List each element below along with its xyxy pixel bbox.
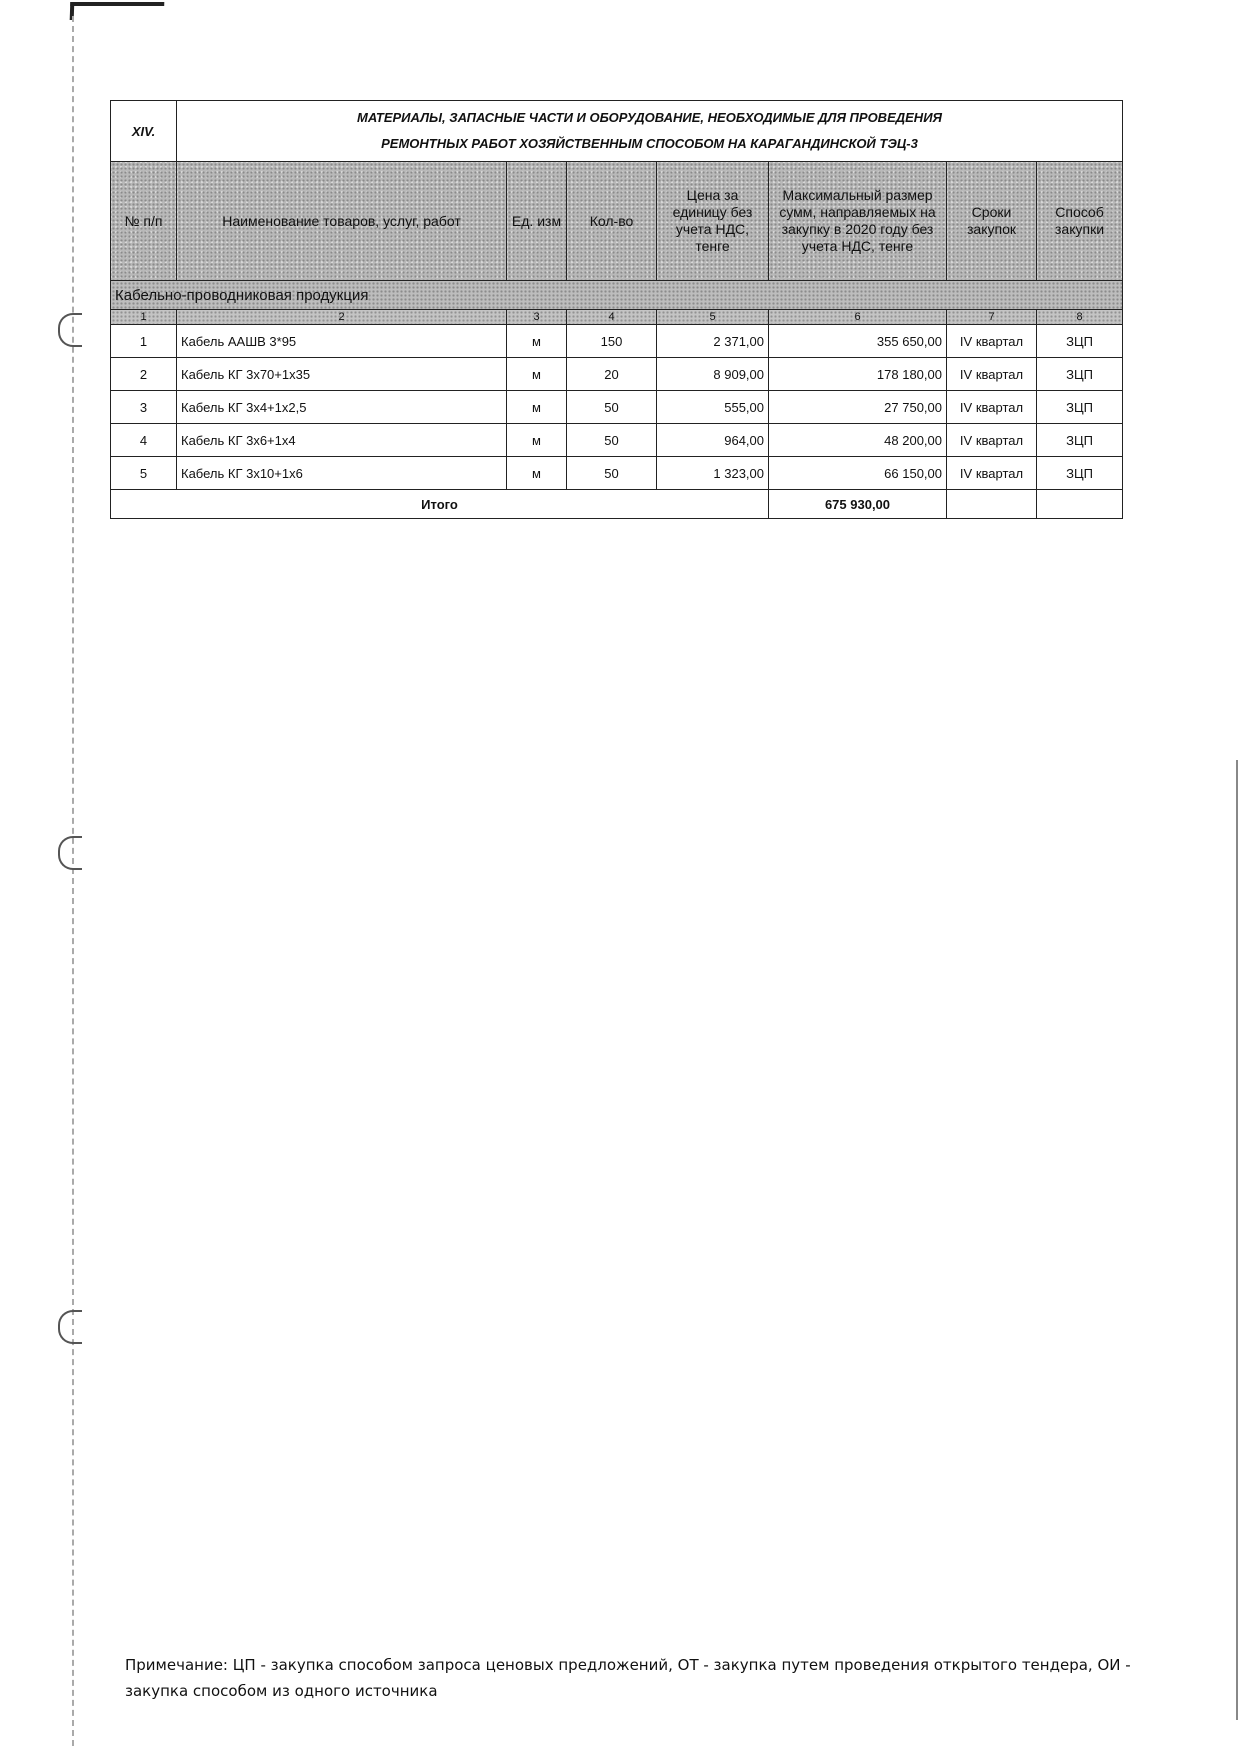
table-title-line: МАТЕРИАЛЫ, ЗАПАСНЫЕ ЧАСТИ И ОБОРУДОВАНИЕ, НЕОБХОДИМЫЕ ДЛЯ ПРОВЕДЕНИЯ bbox=[356, 110, 943, 125]
cell-period: IV квартал bbox=[947, 325, 1037, 358]
cell-method: ЗЦП bbox=[1037, 457, 1123, 490]
cell-price: 555,00 bbox=[657, 391, 769, 424]
section-label: Кабельно-проводниковая продукция bbox=[111, 281, 1123, 310]
cell-price: 1 323,00 bbox=[657, 457, 769, 490]
cell-qty: 50 bbox=[567, 457, 657, 490]
punch-hole bbox=[58, 1310, 82, 1344]
cell-num: 2 bbox=[111, 358, 177, 391]
cell-qty: 50 bbox=[567, 391, 657, 424]
cell-unit: м bbox=[507, 457, 567, 490]
header-max-sum: Максимальный размер сумм, направляемых на закупку в 2020 году без учета НДС, тенге bbox=[769, 162, 947, 281]
cell-name: Кабель КГ 3х70+1х35 bbox=[177, 358, 507, 391]
cell-sum: 27 750,00 bbox=[769, 391, 947, 424]
cell-method: ЗЦП bbox=[1037, 424, 1123, 457]
table-title-row bbox=[111, 101, 1123, 162]
column-number: 4 bbox=[567, 310, 657, 325]
cell-period: IV квартал bbox=[947, 358, 1037, 391]
header-row bbox=[111, 162, 1123, 281]
column-number: 5 bbox=[657, 310, 769, 325]
cell-unit: м bbox=[507, 358, 567, 391]
header-period: Сроки закупок bbox=[947, 162, 1037, 281]
total-value: 675 930,00 bbox=[769, 490, 947, 519]
table-title bbox=[177, 101, 1123, 162]
cell-name: Кабель ААШВ 3*95 bbox=[177, 325, 507, 358]
section-number: XIV. bbox=[111, 101, 177, 162]
cell-method: ЗЦП bbox=[1037, 391, 1123, 424]
cell-method: ЗЦП bbox=[1037, 325, 1123, 358]
column-number-row bbox=[111, 310, 1123, 325]
table-row bbox=[111, 391, 1123, 424]
section-row bbox=[111, 281, 1123, 310]
cell-qty: 50 bbox=[567, 424, 657, 457]
cell-price: 2 371,00 bbox=[657, 325, 769, 358]
table-row bbox=[111, 358, 1123, 391]
column-number: 3 bbox=[507, 310, 567, 325]
cell-num: 1 bbox=[111, 325, 177, 358]
cell-price: 964,00 bbox=[657, 424, 769, 457]
total-row bbox=[111, 490, 1123, 519]
scan-corner-mark bbox=[70, 2, 165, 20]
header-num: № п/п bbox=[111, 162, 177, 281]
scan-right-edge bbox=[1236, 760, 1238, 1720]
footnote-line: Примечание: ЦП - закупка способом запроса ценовых предложений, ОТ - закупка путем проведения открытого тендера, ОИ - bbox=[125, 1656, 1131, 1674]
total-empty-cell bbox=[1037, 490, 1123, 519]
total-empty-cell bbox=[947, 490, 1037, 519]
cell-sum: 48 200,00 bbox=[769, 424, 947, 457]
cell-sum: 355 650,00 bbox=[769, 325, 947, 358]
cell-period: IV квартал bbox=[947, 391, 1037, 424]
column-number: 2 bbox=[177, 310, 507, 325]
table-row bbox=[111, 457, 1123, 490]
cell-unit: м bbox=[507, 424, 567, 457]
column-number: 8 bbox=[1037, 310, 1123, 325]
cell-qty: 20 bbox=[567, 358, 657, 391]
footnote-line: закупка способом из одного источника bbox=[125, 1682, 438, 1700]
cell-name: Кабель КГ 3х4+1х2,5 bbox=[177, 391, 507, 424]
cell-num: 5 bbox=[111, 457, 177, 490]
header-price: Цена за единицу без учета НДС, тенге bbox=[657, 162, 769, 281]
punch-hole bbox=[58, 836, 82, 870]
scan-left-edge bbox=[72, 16, 74, 1746]
cell-period: IV квартал bbox=[947, 457, 1037, 490]
header-method: Способ закупки bbox=[1037, 162, 1123, 281]
table-row bbox=[111, 424, 1123, 457]
table-row bbox=[111, 325, 1123, 358]
cell-method: ЗЦП bbox=[1037, 358, 1123, 391]
footnote bbox=[125, 1652, 1135, 1704]
column-number: 6 bbox=[769, 310, 947, 325]
cell-sum: 66 150,00 bbox=[769, 457, 947, 490]
procurement-table bbox=[110, 100, 1123, 519]
punch-hole bbox=[58, 313, 82, 347]
cell-unit: м bbox=[507, 325, 567, 358]
header-unit: Ед. изм bbox=[507, 162, 567, 281]
cell-unit: м bbox=[507, 391, 567, 424]
header-qty: Кол-во bbox=[567, 162, 657, 281]
cell-period: IV квартал bbox=[947, 424, 1037, 457]
column-number: 1 bbox=[111, 310, 177, 325]
total-label: Итого bbox=[111, 490, 769, 519]
column-number: 7 bbox=[947, 310, 1037, 325]
cell-price: 8 909,00 bbox=[657, 358, 769, 391]
cell-qty: 150 bbox=[567, 325, 657, 358]
cell-sum: 178 180,00 bbox=[769, 358, 947, 391]
cell-name: Кабель КГ 3х10+1х6 bbox=[177, 457, 507, 490]
cell-num: 4 bbox=[111, 424, 177, 457]
cell-name: Кабель КГ 3х6+1х4 bbox=[177, 424, 507, 457]
table-title-line: РЕМОНТНЫХ РАБОТ ХОЗЯЙСТВЕННЫМ СПОСОБОМ НА КАРАГАНДИНСКОЙ ТЭЦ-3 bbox=[381, 136, 918, 151]
header-name: Наименование товаров, услуг, работ bbox=[177, 162, 507, 281]
cell-num: 3 bbox=[111, 391, 177, 424]
